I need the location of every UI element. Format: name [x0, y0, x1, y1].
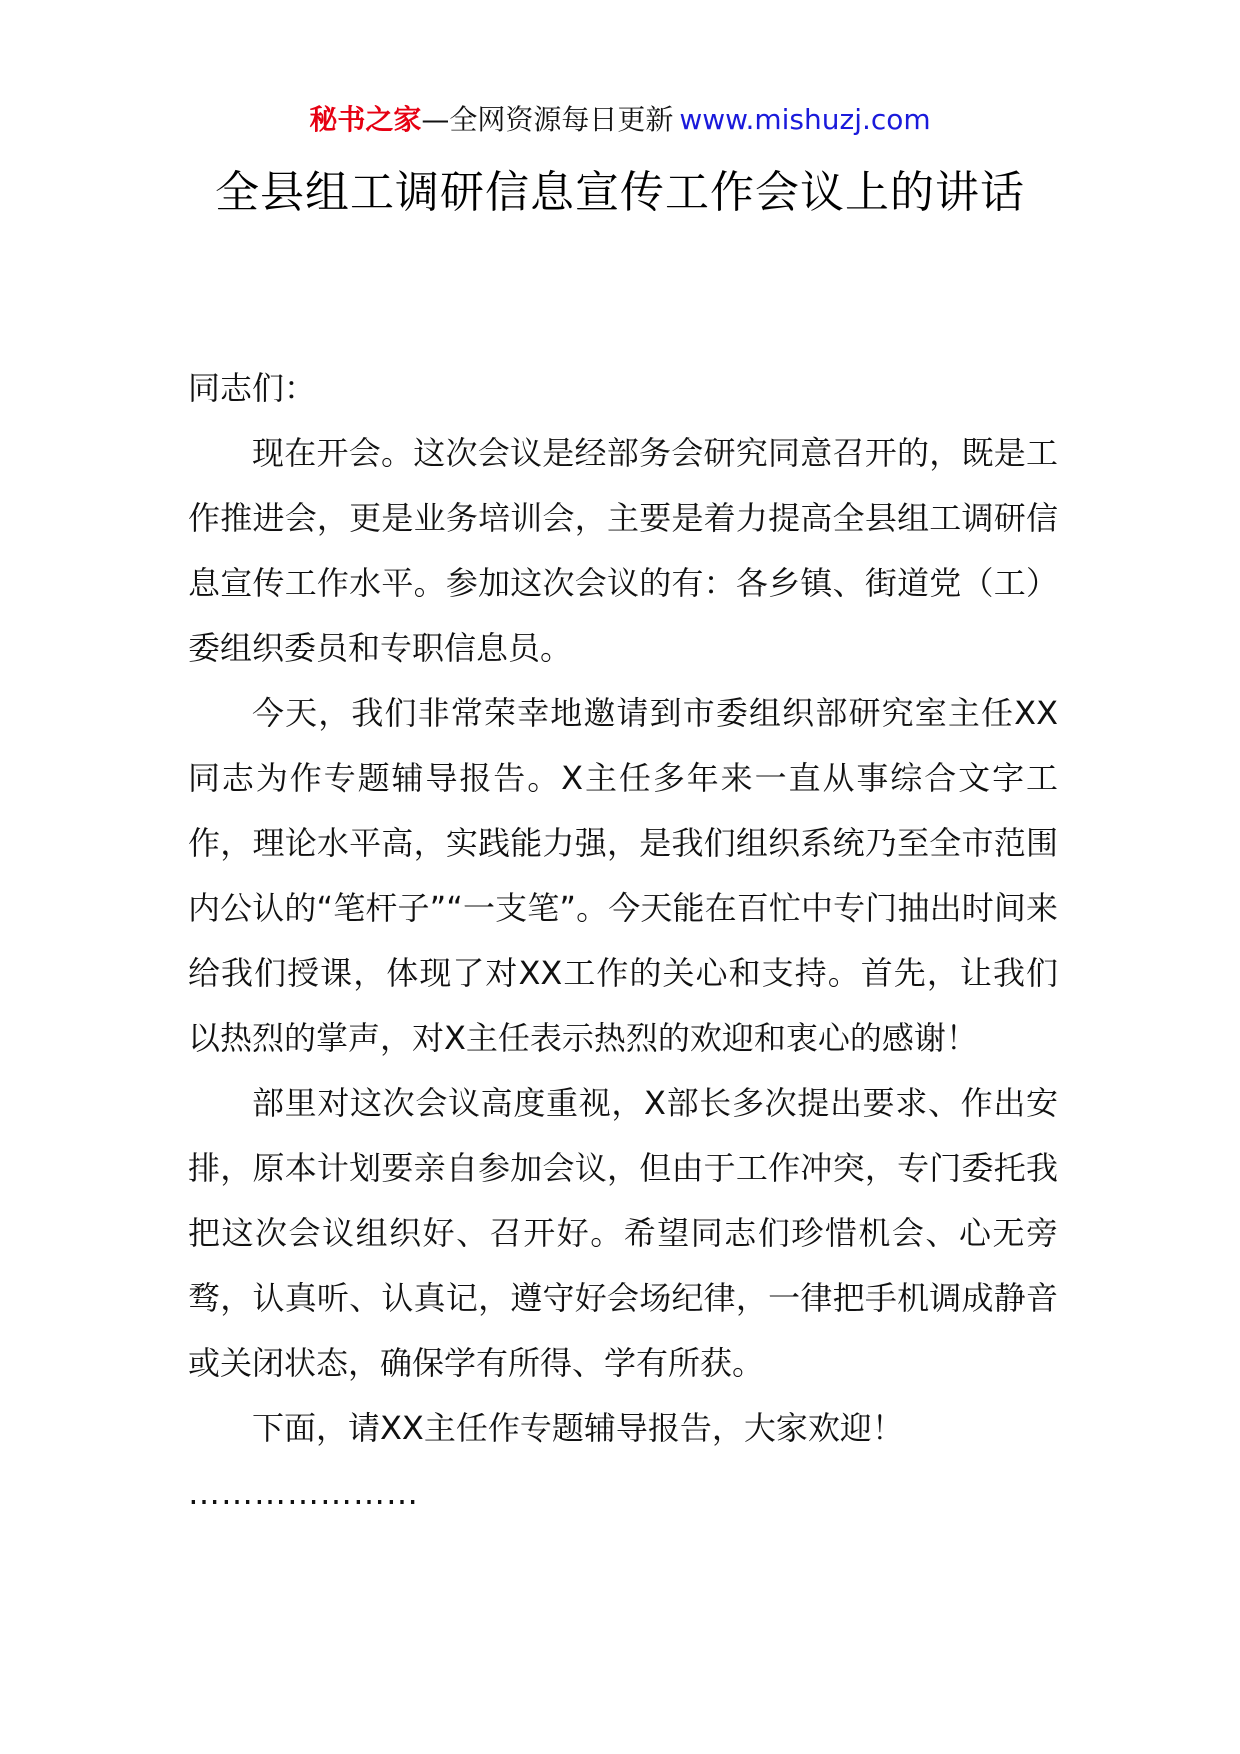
paragraph-3: 部里对这次会议高度重视，X部长多次提出要求、作出安排，原本计划要亲自参加会议，但由于工作冲突，专门委托我把这次会议组织好、召开好。希望同志们珍惜机会、心无旁骛，认真听、认真记，遵守好会场纪律，一律把手机调成静音或关闭状态，确保学有所得、学有所获。	[188, 1084, 1058, 1382]
header-tagline: —全网资源每日更新	[421, 103, 674, 136]
paragraph-2: 今天，我们非常荣幸地邀请到市委组织部研究室主任XX同志为作专题辅导报告。X主任多年来一直从事综合文字工作，理论水平高，实践能力强，是我们组织系统乃至全市范围内公认的“笔杆子”“一支笔”。今天能在百忙中专门抽出时间来给我们授课，体现了对XX工作的关心和支持。首先，让我们以热烈的掌声，对X主任表示热烈的欢迎和衷心的感谢！	[188, 694, 1058, 1057]
document-title: 全县组工调研信息宣传工作会议上的讲话	[215, 167, 1025, 218]
site-url-link[interactable]: www.mishuzj.com	[679, 103, 931, 136]
paragraph-4: 下面，请XX主任作专题辅导报告，大家欢迎！	[252, 1409, 904, 1447]
salutation: 同志们：	[188, 369, 317, 407]
document-body	[188, 356, 1058, 1526]
site-header	[0, 100, 1240, 140]
ellipsis-line: …………………	[188, 1474, 419, 1512]
brand-name: 秘书之家	[309, 103, 422, 136]
paragraph-1: 现在开会。这次会议是经部务会研究同意召开的，既是工作推进会，更是业务培训会，主要是着力提高全县组工调研信息宣传工作水平。参加这次会议的有：各乡镇、街道党（工）委组织委员和专职信息员。	[188, 434, 1058, 667]
